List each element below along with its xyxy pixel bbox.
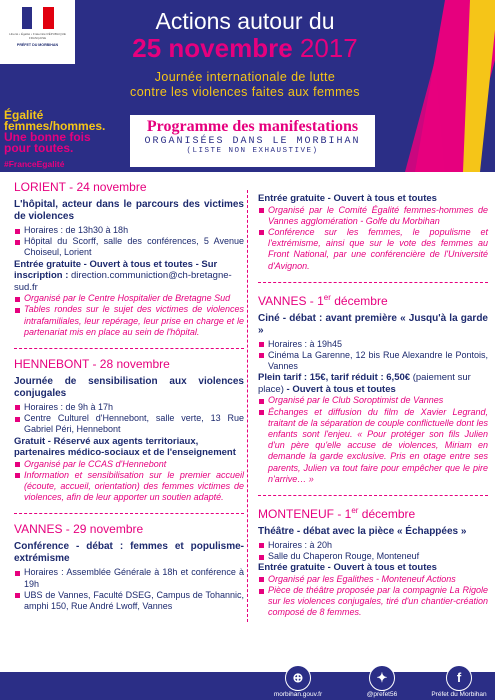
event-venue: Cinéma La Garenne, 12 bis Rue Alexandre le Pontois, Vannes xyxy=(258,350,488,372)
city-name: MONTENEUF - 1 xyxy=(258,506,352,521)
ordinal-suffix: er xyxy=(351,505,359,515)
city-name: VANNES - 1 xyxy=(258,293,324,308)
globe-icon[interactable]: ⊕ xyxy=(285,665,311,691)
event-description: Pièce de théâtre proposée par la compagnie La Rigole sur les violences conjugales, tiré d'un chantier-création composé de 8 femmes. xyxy=(258,585,488,619)
city-heading xyxy=(258,504,488,521)
equality-slogan xyxy=(4,110,144,170)
event-entry: Entrée gratuite - Ouvert à tous et toutes xyxy=(258,562,437,574)
city-month: décembre xyxy=(330,293,388,308)
event-title: Ciné - débat : avant première « Jusqu'à la garde » xyxy=(258,312,488,336)
event-entry: Gratuit - Réservé aux agents territoriaux, partenaires médico-sociaux et de l'enseignement xyxy=(14,435,236,459)
event-hours: Horaires : à 19h45 xyxy=(258,339,488,350)
event-title: Journée de sensibilisation aux violences conjugales xyxy=(14,375,244,399)
city-heading: VANNES - 29 novembre xyxy=(14,522,144,537)
city-month: décembre xyxy=(358,506,416,521)
event-hennebont xyxy=(14,357,244,503)
event-title: Théâtre - débat avec la pièce « Échappées » xyxy=(258,525,467,537)
event-description: Information et sensibilisation sur le premier accueil (écoute, accueil, orientation) des femmes victimes de violences, afin de leur apporter un soutien adapté. xyxy=(14,470,244,504)
event-vannes-29 xyxy=(14,522,244,612)
event-organizer: Organisé par le Comité Égalité femmes-hommes de Vannes agglomération - Golfe du Morbihan xyxy=(258,205,488,227)
programme-subtitle: ORGANISÉES DANS LE MORBIHAN xyxy=(144,136,361,147)
slogan-line-1: Égalité xyxy=(4,108,44,122)
price-text: Plein tarif : 15€, tarif réduit : 6,50€ xyxy=(258,372,411,384)
hashtag: #FranceEgalité xyxy=(4,159,65,169)
event-date xyxy=(80,33,410,64)
date-text: 25 novembre xyxy=(132,33,293,63)
event-description: Conférence sur les femmes, le populisme et l'extrémisme, ainsi que sur le vote des femmes au Front National, par une conférencière de l'Université d'Avignon. xyxy=(258,227,488,272)
event-organizer: Organisé par le CCAS d'Hennebont xyxy=(14,459,244,470)
section-divider xyxy=(14,348,244,349)
logo-prefet: PRÉFET DU MORBIHAN xyxy=(16,43,59,47)
section-divider xyxy=(258,282,488,283)
ordinal-suffix: er xyxy=(323,292,331,302)
event-venue: Centre Culturel d'Hennebont, salle verte, 13 Rue Gabriel Péri, Hennebont xyxy=(14,413,244,435)
facebook-link[interactable]: Préfet du Morbihan xyxy=(431,691,487,698)
column-divider xyxy=(247,190,248,622)
entry-text: - Ouvert à tous et toutes xyxy=(283,383,396,395)
city-heading: HENNEBONT - 28 novembre xyxy=(14,356,170,371)
event-vannes-1dec xyxy=(258,291,488,485)
email-link[interactable]: direction.communiction@ch-bretagne-sud.fr xyxy=(14,270,232,293)
event-hours: Horaires : Assemblée Générale à 18h et conférence à 19h xyxy=(14,567,244,589)
event-lorient xyxy=(14,180,244,338)
event-venue: UBS de Vannes, Faculté DSEG, Campus de Tohannic, amphi 150, Rue André Lwoff, Vannes xyxy=(14,590,244,612)
event-entry: Entrée gratuite - Ouvert à tous et toutes xyxy=(258,193,437,204)
french-flag-icon xyxy=(22,7,54,29)
facebook-icon[interactable]: f xyxy=(446,665,472,691)
subtitle-line-1: Journée internationale de lutte xyxy=(154,70,336,84)
event-hours: Horaires : de 13h30 à 18h xyxy=(14,225,244,236)
slogan-line-2: femmes/hommes. xyxy=(4,119,106,133)
event-monteneuf xyxy=(258,504,488,619)
programme-box xyxy=(130,115,375,167)
subtitle xyxy=(70,70,420,100)
event-venue: Hôpital du Scorff, salle des conférences, 5 Avenue Choiseul, Lorient xyxy=(14,236,244,258)
event-title: L'hôpital, acteur dans le parcours des victimes de violences xyxy=(14,199,244,222)
twitter-icon[interactable]: ✦ xyxy=(369,665,395,691)
event-price xyxy=(258,372,488,395)
section-divider xyxy=(14,513,244,514)
event-venue: Salle du Chaperon Rouge, Monteneuf xyxy=(258,551,488,562)
page-title: Actions autour du xyxy=(155,8,335,34)
right-column xyxy=(258,193,488,629)
price-note: (paiement sur place) xyxy=(258,372,471,395)
event-organizer: Organisé par les Egalithes - Monteneuf Actions xyxy=(258,574,488,585)
event-hours: Horaires : de 9h à 17h xyxy=(14,402,244,413)
event-description: Tables rondes sur le sujet des victimes de violences intrafamiliales, leur repérage, leur prise en charge et le partenariat mis en place au sein de l'hôpital. xyxy=(14,304,244,338)
prefecture-logo xyxy=(0,0,75,64)
event-organizer: Organisé par le Club Soroptimist de Vannes xyxy=(258,395,488,406)
entry-text: Entrée gratuite - Ouvert à tous et toutes - Sur inscription : xyxy=(14,258,218,282)
year-text: 2017 xyxy=(299,33,358,63)
slogan-line-3: Une bonne fois xyxy=(4,130,91,144)
slogan-line-4: pour toutes. xyxy=(4,141,74,155)
city-heading xyxy=(258,291,488,308)
event-vannes-29-continued xyxy=(258,193,488,272)
subtitle-line-2: contre les violences faites aux femmes xyxy=(130,85,360,99)
programme-title: Programme des manifestations xyxy=(146,118,359,135)
twitter-link[interactable]: @prefet56 xyxy=(366,691,398,698)
left-column xyxy=(14,180,244,622)
event-title: Conférence - débat : femmes et populisme-extrémisme xyxy=(14,541,244,565)
event-entry xyxy=(14,259,244,294)
logo-motto: Liberté • Égalité • Fraternité RÉPUBLIQUE FRANÇAISE xyxy=(9,32,66,40)
event-description: Échanges et diffusion du film de Xavier Legrand, traitant de la séparation de couple conflictuelle dont les enfants sont l'enjeu. « Pour protéger son fils Julien d'un père qu'elle accuse de violences, Miriam en demande la garde exclusive. Pris en otage entre ses parents, Julien va tout faire pour empêcher que le pire n'arrive… » xyxy=(258,407,488,485)
event-organizer: Organisé par le Centre Hospitalier de Bretagne Sud xyxy=(14,293,244,304)
programme-note: (LISTE NON EXHAUSTIVE) xyxy=(186,147,319,155)
event-hours: Horaires : à 20h xyxy=(258,540,488,551)
website-link[interactable]: morbihan.gouv.fr xyxy=(273,691,323,698)
section-divider xyxy=(258,495,488,496)
city-heading: LORIENT - 24 novembre xyxy=(14,180,147,194)
